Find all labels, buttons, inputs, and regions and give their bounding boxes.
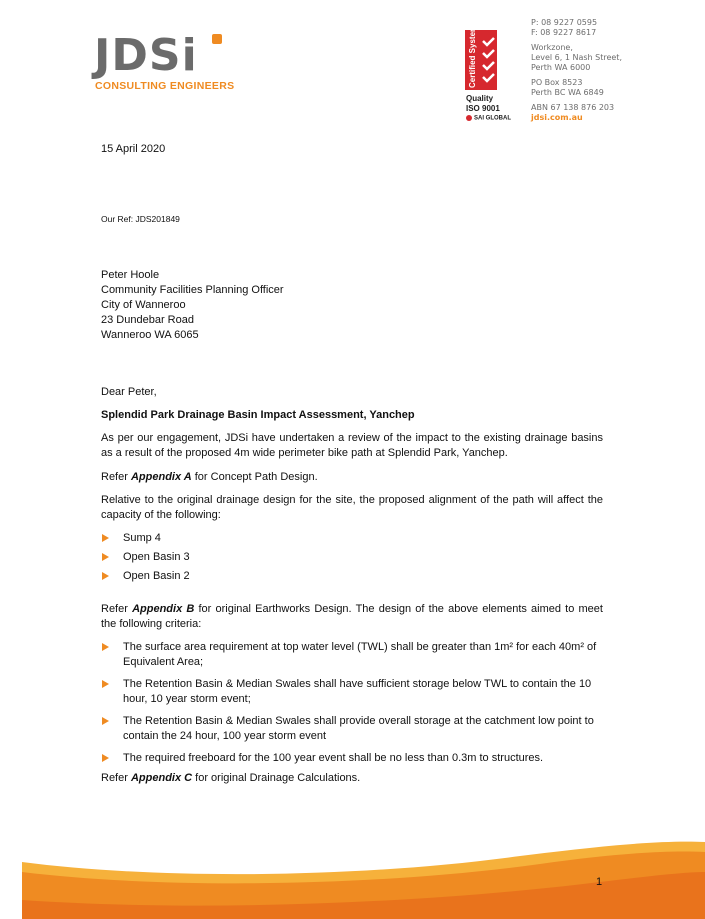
salutation: Dear Peter, [101,386,157,398]
letter-subject: Splendid Park Drainage Basin Impact Assessment, Yanchep [101,409,415,421]
page-number: 1 [596,876,603,888]
logo-wordmark: JDSi [94,30,198,81]
contact-address-line: Perth WA 6000 [531,63,591,72]
list-item [101,550,603,565]
refer-text: for original Earthworks Design. The design of the above elements aimed to meet the following criteria: [101,603,603,630]
list-item [101,714,603,744]
contact-details [531,18,681,123]
sai-global-text: SAI GLOBAL [474,115,511,122]
logo-subtitle: CONSULTING ENGINEERS [95,80,235,92]
list-item-text: Open Basin 3 [123,551,190,563]
bullet-arrow-icon [102,553,109,561]
refer-text: Refer [101,603,133,615]
bullet-arrow-icon [102,680,109,688]
checkmarks-icon [481,36,497,88]
contact-abn: ABN 67 138 876 203 [531,103,615,112]
logo-dot [212,34,222,44]
iso-certification-badge [465,24,519,125]
company-logo [94,30,244,94]
our-reference: Our Ref: JDS201849 [101,214,180,224]
refer-appendix-a [101,470,318,485]
cert-sai-label [466,115,511,122]
list-item [101,677,603,707]
list-item-text: The Retention Basin & Median Swales shall provide overall storage at the catchment low point to contain the 24 hour, 100 year storm event [123,715,594,742]
bullet-arrow-icon [102,754,109,762]
body-paragraph: As per our engagement, JDSi have undertaken a review of the impact to the existing drainage basins as a result of the proposed 4m wide perimeter bike path at Splendid Park, Yanchep. [101,432,603,459]
refer-text: for Concept Path Design. [191,471,318,483]
bullet-arrow-icon [102,534,109,542]
appendix-c-ref: Appendix C [130,772,193,784]
appendix-a-ref: Appendix A [130,471,192,483]
recipient-line: Wanneroo WA 6065 [101,329,199,341]
bullet-arrow-icon [102,643,109,651]
contact-po-box: PO Box 8523 [531,78,583,87]
refer-appendix-b [101,602,603,632]
contact-phone: P: 08 9227 0595 [531,18,598,27]
contact-website-link[interactable]: jdsi.com.au [531,113,583,122]
recipient-address [101,268,284,343]
refer-appendix-c [101,771,360,786]
letter-date: 15 April 2020 [101,143,166,155]
affected-elements-list [101,531,603,584]
bullet-arrow-icon [102,717,109,725]
refer-text: Refer [101,471,131,483]
list-item-text: The surface area requirement at top water level (TWL) shall be greater than 1m² for each 40m² of Equivalent Area; [123,641,597,668]
cert-quality-label: Quality [466,94,494,103]
list-item [101,531,603,546]
appendix-b-ref: Appendix B [132,603,195,615]
bullet-arrow-icon [102,572,109,580]
list-item-text: Open Basin 2 [123,570,190,582]
recipient-line: Community Facilities Planning Officer [101,284,284,296]
sai-global-icon [466,115,472,121]
list-item [101,751,603,766]
refer-text: Refer [101,772,131,784]
design-criteria-list [101,640,603,766]
list-item [101,640,603,670]
list-item-text: The required freeboard for the 100 year event shall be no less than 0.3m to structures. [123,752,544,764]
body-paragraph: Relative to the original drainage design for the site, the proposed alignment of the path will affect the capacity of the following: [101,494,603,521]
recipient-line: City of Wanneroo [101,299,186,311]
list-item [101,569,603,584]
list-item-text: The Retention Basin & Median Swales shall have sufficient storage below TWL to contain the 10 hour, 10 year storm event; [123,678,592,705]
cert-iso-label: ISO 9001 [466,104,500,113]
list-item-text: Sump 4 [123,532,161,544]
refer-text: for original Drainage Calculations. [192,772,361,784]
footer-wave-graphic [0,830,705,919]
contact-address-line: Workzone, [531,43,573,52]
contact-po-box: Perth BC WA 6849 [531,88,604,97]
recipient-line: Peter Hoole [101,269,160,281]
cert-title: Certified System [468,24,477,88]
contact-address-line: Level 6, 1 Nash Street, [531,53,622,62]
contact-fax: F: 08 9227 8617 [531,28,597,37]
recipient-line: 23 Dundebar Road [101,314,194,326]
